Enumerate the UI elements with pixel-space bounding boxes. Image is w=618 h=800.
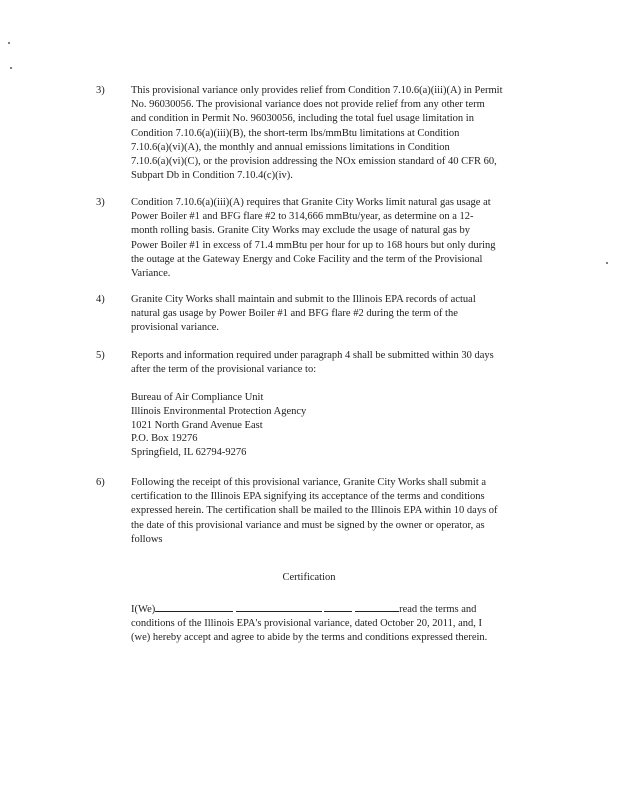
paragraph-line: Following the receipt of this provisional variance, Granite City Works shall submit a [131,477,487,488]
item-paragraph [131,476,554,547]
item-number: 6) [96,477,105,488]
paragraph-line: Condition 7.10.6(a)(iii)(A) requires that Granite City Works limit natural gas usage at [131,197,491,208]
scan-speck [10,67,12,69]
paragraph-line: Granite City Works shall maintain and submit to the Illinois EPA records of actual [131,294,476,305]
address-line: Springfield, IL 62794-9276 [131,447,247,459]
paragraph-line: No. 96030056. The provisional variance does not provide relief from any other term [131,99,485,111]
item-number: 3) [96,197,105,208]
certification-title: Certification [282,572,336,583]
scan-speck [8,42,10,44]
paragraph-line: the outage at the Gateway Energy and Coke Facility and the term of the Provisional [131,253,483,265]
paragraph-line: 7.10.6(a)(vi)(C), or the provision addressing the NOx emission standard of 40 CFR 60, [131,156,497,168]
paragraph-line: natural gas usage by Power Boiler #1 and BFG flare #2 during the term of the [131,308,458,320]
name-blank[interactable] [236,602,322,612]
item-number: 5) [96,350,105,361]
address-line: 1021 North Grand Avenue East [131,419,263,431]
paragraph-line: follows [131,533,163,545]
paragraph-line: Variance. [131,268,171,280]
name-blank[interactable] [324,602,352,612]
paragraph-line: Power Boiler #1 and BFG flare #2 to 314,666 mmBtu/year, as determine on a 12- [131,211,474,223]
paragraph-line: after the term of the provisional variance to: [131,364,317,376]
address-line: Bureau of Air Compliance Unit [131,392,264,403]
paragraph-line: month rolling basis. Granite City Works may exclude the usage of natural gas by [131,225,470,237]
paragraph-line: Reports and information required under paragraph 4 shall be submitted within 30 days [131,350,494,361]
paragraph-line: Subpart Db in Condition 7.10.4(c)(iv). [131,170,293,182]
paragraph-line: and condition in Permit No. 96030056, including the total fuel usage limitation in [131,113,474,125]
scan-speck [606,262,608,264]
paragraph-line: This provisional variance only provides relief from Condition 7.10.6(a)(iii)(A) in Permit [131,85,503,96]
paragraph-line: Condition 7.10.6(a)(iii)(B), the short-term lbs/mmBtu limitations at Condition [131,127,460,139]
item-paragraph [131,84,554,183]
item-number: 3) [96,85,105,96]
name-blank[interactable] [155,602,233,612]
address-line: P.O. Box 19276 [131,433,198,445]
certification-prefix: I(We) [131,604,156,615]
paragraph-line: 7.10.6(a)(vi)(A), the monthly and annual emissions limitations in Condition [131,141,450,153]
paragraph-line: provisional variance. [131,322,220,334]
paragraph-line: the date of this provisional variance and must be signed by the owner or operator, as [131,519,485,531]
name-blank[interactable] [355,602,399,612]
item-paragraph [131,196,554,281]
address-line: Illinois Environmental Protection Agency [131,405,307,417]
certification-line-3: (we) hereby accept and agree to abide by the terms and conditions expressed therein. [131,632,488,644]
certification-line-1-tail: read the terms and [399,604,477,615]
paragraph-line: Power Boiler #1 in excess of 71.4 mmBtu per hour for up to 168 hours but only during [131,239,496,251]
mailing-address [131,391,306,460]
paragraph-line: expressed herein. The certification shall be mailed to the Illinois EPA within 10 days of [131,505,498,517]
item-paragraph [131,349,554,377]
certification-line-1 [131,602,554,617]
item-paragraph [131,293,554,336]
paragraph-line: certification to the Illinois EPA signifying its acceptance of the terms and conditions [131,491,485,503]
item-number: 4) [96,294,105,305]
certification-statement [131,602,554,646]
certification-line-2: conditions of the Illinois EPA's provisional variance, dated October 20, 2011, and, I [131,618,483,630]
